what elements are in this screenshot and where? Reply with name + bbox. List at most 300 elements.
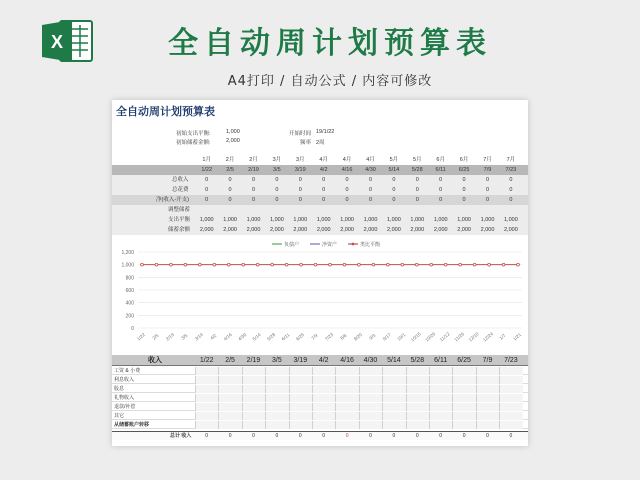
row-label: 调整储蓄: [168, 207, 191, 213]
table-cell: 0: [439, 187, 443, 193]
income-input-cell[interactable]: [476, 412, 499, 420]
income-input-cell[interactable]: [265, 367, 288, 375]
frequency-value[interactable]: 2周: [316, 140, 325, 146]
y-tick-label: 800: [125, 275, 134, 282]
income-row-label: 利息收入: [114, 377, 135, 383]
income-input-cell[interactable]: [476, 385, 499, 393]
summary-row-expense: [112, 185, 528, 195]
date-header-cell: 1/22: [199, 357, 214, 364]
initial-balance-value[interactable]: 1,000: [226, 129, 240, 135]
data-point: [242, 263, 245, 266]
table-cell[interactable]: [429, 205, 452, 215]
data-point: [488, 263, 491, 266]
income-input-cell[interactable]: [429, 403, 452, 411]
income-input-cell[interactable]: [382, 412, 405, 420]
income-input-cell[interactable]: [359, 367, 382, 375]
income-input-cell[interactable]: [499, 367, 522, 375]
income-input-cell[interactable]: [359, 421, 382, 429]
income-input-cell[interactable]: [335, 367, 358, 375]
income-total-cell: 0: [298, 433, 302, 439]
date-header-cell: 6/25: [457, 357, 471, 364]
banner-subtitle: A4打印 / 自动公式 / 内容可修改: [227, 74, 433, 89]
x-tick-label: 11/26: [453, 331, 466, 343]
table-cell[interactable]: 1,000: [410, 217, 425, 223]
income-input-cell[interactable]: [499, 421, 522, 429]
x-tick-label: 4/2: [209, 332, 218, 341]
income-table-header: [112, 355, 528, 366]
y-tick-label: 1,200: [121, 250, 134, 256]
x-tick-label: 1/22: [135, 332, 147, 342]
income-input-cell[interactable]: [382, 394, 405, 402]
income-input-cell[interactable]: [429, 394, 452, 402]
table-cell[interactable]: 2,000: [246, 227, 261, 233]
income-input-cell[interactable]: [406, 367, 429, 375]
table-cell: 3/5: [273, 167, 281, 173]
legend-label: 类比平衡: [360, 242, 381, 248]
income-input-cell[interactable]: [499, 394, 522, 402]
table-cell[interactable]: 2,000: [387, 227, 401, 233]
table-cell[interactable]: [382, 205, 405, 215]
table-cell: 0: [392, 197, 396, 203]
income-input-cell[interactable]: [218, 376, 241, 384]
date-header-cell: 4/16: [340, 357, 354, 364]
data-point: [256, 263, 259, 266]
income-input-cell[interactable]: [452, 367, 475, 375]
table-cell: 0: [298, 177, 302, 183]
table-cell[interactable]: [242, 205, 265, 215]
income-input-cell[interactable]: [218, 412, 241, 420]
date-header-cell: 4/30: [363, 357, 378, 364]
table-cell: 0: [415, 197, 419, 203]
table-cell[interactable]: 1,000: [387, 217, 401, 223]
income-total-cell: 0: [439, 433, 443, 439]
table-cell: 0: [228, 187, 232, 193]
income-input-cell[interactable]: [499, 403, 522, 411]
table-cell: 0: [298, 187, 302, 193]
table-cell: 0: [462, 187, 466, 193]
income-input-cell[interactable]: [429, 367, 452, 375]
x-tick-label: 3/5: [180, 332, 189, 341]
table-cell[interactable]: [452, 205, 475, 215]
balance-row-savings: [112, 225, 528, 235]
table-cell: 0: [251, 177, 256, 183]
income-total-row: [112, 431, 528, 440]
table-cell: 0: [462, 197, 466, 203]
data-point: [401, 263, 404, 266]
table-cell: 0: [392, 177, 396, 183]
date-header-cell: 6/11: [434, 357, 448, 364]
initial-savings-value[interactable]: 2,000: [226, 138, 240, 144]
start-time-value[interactable]: 19/1/22: [316, 129, 335, 135]
table-cell[interactable]: 2,000: [410, 227, 425, 233]
income-input-cell[interactable]: [242, 385, 265, 393]
table-cell[interactable]: 1,000: [199, 217, 214, 223]
income-input-cell[interactable]: [452, 385, 475, 393]
income-input-cell[interactable]: [195, 394, 218, 402]
income-input-cell[interactable]: [312, 421, 335, 429]
income-input-cell[interactable]: [359, 376, 382, 384]
date-header-cell: 3/5: [272, 357, 282, 364]
table-cell[interactable]: 1,000: [246, 217, 261, 223]
x-tick-label: 9/3: [368, 332, 377, 341]
y-tick-label: 0: [131, 326, 134, 332]
table-cell: 4/30: [365, 167, 376, 173]
table-cell[interactable]: [335, 205, 358, 215]
income-row-label: 工资 & 小费: [114, 368, 141, 374]
income-input-cell[interactable]: [312, 412, 335, 420]
income-input-cell[interactable]: [452, 403, 475, 411]
table-cell[interactable]: 2,000: [480, 227, 495, 233]
income-total-cell: 0: [322, 433, 326, 439]
date-header-cell: 2/19: [246, 357, 261, 364]
data-point: [300, 263, 303, 266]
income-input-cell[interactable]: [195, 376, 218, 384]
income-total-cell: 0: [205, 433, 209, 439]
income-input-cell[interactable]: [218, 421, 241, 429]
table-cell[interactable]: 1,000: [340, 217, 354, 223]
table-cell: 0: [439, 177, 443, 183]
income-total-cell: 0: [275, 433, 279, 439]
table-cell[interactable]: 2,000: [223, 227, 237, 233]
income-row-label: 退款/补偿: [114, 404, 136, 410]
table-cell[interactable]: 2,000: [504, 227, 518, 233]
income-row-label: 其它: [114, 413, 125, 419]
data-point: [314, 263, 317, 266]
x-tick-label: 7/9: [310, 332, 319, 341]
income-input-cell[interactable]: [265, 385, 288, 393]
income-input-cell[interactable]: [289, 394, 312, 402]
table-cell: 7月: [483, 157, 492, 163]
income-row-label: 股息: [114, 386, 125, 392]
table-cell[interactable]: 1,000: [457, 217, 471, 223]
table-cell[interactable]: 2,000: [293, 227, 308, 233]
income-row: [112, 412, 528, 420]
table-cell[interactable]: 1,000: [293, 217, 308, 223]
income-row: [112, 421, 528, 429]
frequency-label: 频率: [300, 140, 312, 146]
income-total-cell: 0: [462, 433, 466, 439]
income-input-cell[interactable]: [335, 403, 358, 411]
date-row: [112, 165, 528, 175]
data-point: [430, 263, 433, 266]
income-input-cell[interactable]: [195, 403, 218, 411]
income-input-cell[interactable]: [265, 376, 288, 384]
income-input-cell[interactable]: [289, 421, 312, 429]
table-cell: 7月: [506, 157, 516, 163]
income-input-cell[interactable]: [289, 385, 312, 393]
table-cell: 0: [368, 177, 373, 183]
income-input-cell[interactable]: [406, 394, 429, 402]
data-point: [415, 263, 418, 266]
y-tick-label: 400: [125, 300, 134, 307]
income-input-cell[interactable]: [265, 412, 288, 420]
table-cell[interactable]: 1,000: [433, 217, 448, 223]
table-cell: 1月: [202, 157, 211, 163]
table-cell[interactable]: 1,000: [363, 217, 378, 223]
table-cell[interactable]: 2,000: [316, 227, 331, 233]
row-label: 支出平衡: [168, 217, 191, 223]
table-cell: 0: [275, 197, 279, 203]
income-input-cell[interactable]: [429, 412, 452, 420]
table-cell: 4/2: [319, 167, 328, 173]
balance-row-adjust: [112, 205, 528, 215]
table-cell: 0: [322, 187, 326, 193]
row-label: 净(收入-开支): [156, 197, 189, 203]
table-cell: 6月: [459, 157, 469, 163]
x-tick-label: 4/16: [222, 332, 233, 342]
income-input-cell[interactable]: [312, 394, 335, 402]
table-cell: 0: [205, 197, 209, 203]
table-cell[interactable]: [359, 205, 382, 215]
income-input-cell[interactable]: [242, 376, 265, 384]
income-input-cell[interactable]: [359, 412, 382, 420]
income-input-cell[interactable]: [476, 403, 499, 411]
income-input-cell[interactable]: [335, 376, 358, 384]
income-input-cell[interactable]: [429, 421, 452, 429]
x-tick-label: 9/17: [381, 332, 392, 342]
table-cell[interactable]: [312, 205, 335, 215]
data-point: [227, 263, 230, 266]
income-row: [112, 394, 528, 402]
banner-title: 全自动周计划预算表: [168, 26, 492, 61]
income-input-cell[interactable]: [382, 403, 405, 411]
data-point: [343, 263, 346, 266]
table-cell: 5/28: [411, 167, 423, 173]
row-label: 总花费: [172, 187, 189, 193]
income-input-cell[interactable]: [359, 385, 382, 393]
income-input-cell[interactable]: [218, 367, 241, 375]
table-cell: 5/14: [388, 167, 400, 173]
income-input-cell[interactable]: [476, 376, 499, 384]
data-point: [170, 263, 173, 266]
income-input-cell[interactable]: [218, 385, 241, 393]
table-cell: 3/19: [294, 167, 306, 173]
income-total-cell: 0: [415, 433, 419, 439]
income-input-cell[interactable]: [335, 412, 358, 420]
banner: [0, 0, 640, 100]
income-input-cell[interactable]: [265, 394, 288, 402]
table-cell: 0: [322, 177, 326, 183]
table-cell: 6/25: [458, 167, 470, 173]
income-input-cell[interactable]: [242, 403, 265, 411]
table-cell[interactable]: [265, 205, 288, 215]
income-input-cell[interactable]: [359, 394, 382, 402]
income-input-cell[interactable]: [499, 412, 522, 420]
table-cell[interactable]: [406, 205, 429, 215]
income-header-label: 收入: [148, 357, 162, 364]
table-cell: 0: [345, 177, 349, 183]
income-input-cell[interactable]: [452, 394, 475, 402]
income-input-cell[interactable]: [429, 376, 452, 384]
table-cell[interactable]: 2,000: [270, 227, 284, 233]
data-point: [502, 263, 505, 266]
data-point: [517, 263, 520, 266]
table-cell[interactable]: [289, 205, 312, 215]
table-cell[interactable]: 1,000: [270, 217, 284, 223]
table-cell: 5月: [389, 157, 399, 163]
date-header-cell: 7/9: [482, 357, 493, 364]
income-input-cell[interactable]: [499, 385, 522, 393]
table-cell: 0: [415, 187, 419, 193]
income-input-cell[interactable]: [265, 403, 288, 411]
income-row-label: 从储蓄账户转移: [114, 422, 150, 428]
date-header-cell: 3/19: [293, 357, 308, 364]
income-input-cell[interactable]: [312, 376, 335, 384]
income-input-cell[interactable]: [335, 421, 358, 429]
x-tick-label: 3/19: [193, 332, 204, 342]
x-tick-label: 10/29: [424, 331, 437, 343]
data-point: [213, 263, 216, 266]
income-input-cell[interactable]: [359, 403, 382, 411]
table-cell: 0: [509, 197, 513, 203]
income-input-cell[interactable]: [429, 385, 452, 393]
income-input-cell[interactable]: [312, 403, 335, 411]
data-point: [459, 263, 462, 266]
income-input-cell[interactable]: [289, 403, 312, 411]
income-input-cell[interactable]: [312, 367, 335, 375]
income-input-cell[interactable]: [406, 403, 429, 411]
row-label: 储蓄余额: [168, 227, 191, 233]
table-cell[interactable]: 2,000: [363, 227, 378, 233]
income-input-cell[interactable]: [499, 376, 522, 384]
data-point: [358, 263, 361, 266]
data-point: [372, 263, 375, 266]
income-row: [112, 376, 528, 384]
y-tick-label: 200: [125, 313, 134, 320]
logo-letter: X: [50, 32, 64, 52]
table-cell[interactable]: [195, 205, 218, 215]
table-cell: 0: [462, 177, 466, 183]
table-cell[interactable]: 1,000: [480, 217, 495, 223]
income-input-cell[interactable]: [406, 376, 429, 384]
table-cell: 7/9: [483, 167, 492, 173]
income-input-cell[interactable]: [195, 421, 218, 429]
x-tick-label: 10/15: [409, 331, 422, 343]
legend-label: 净资产: [322, 242, 338, 248]
excel-logo-icon: [42, 19, 94, 63]
income-input-cell[interactable]: [452, 376, 475, 384]
date-header-cell: 4/2: [318, 357, 329, 364]
income-total-cell: 0: [228, 433, 232, 439]
income-input-cell[interactable]: [406, 385, 429, 393]
income-input-cell[interactable]: [242, 367, 265, 375]
legend-label: 负债户: [284, 242, 300, 248]
income-row-label: 礼物收入: [114, 395, 135, 401]
date-header-cell: 2/5: [225, 357, 235, 364]
table-cell: 4月: [319, 157, 328, 163]
table-cell: 0: [228, 197, 232, 203]
table-cell: 6月: [436, 157, 445, 163]
table-cell: 2/19: [248, 167, 259, 173]
income-input-cell[interactable]: [382, 421, 405, 429]
income-input-cell[interactable]: [195, 385, 218, 393]
date-header-cell: 5/14: [387, 357, 401, 364]
income-input-cell[interactable]: [312, 385, 335, 393]
table-cell: 0: [345, 187, 349, 193]
income-input-cell[interactable]: [476, 394, 499, 402]
income-total-cell: 0: [369, 433, 372, 439]
income-input-cell[interactable]: [218, 394, 241, 402]
data-point: [444, 263, 447, 266]
x-tick-label: 8/6: [339, 332, 348, 341]
income-input-cell[interactable]: [382, 367, 405, 375]
income-input-cell[interactable]: [476, 421, 499, 429]
income-input-cell[interactable]: [289, 376, 312, 384]
y-tick-label: 1,000: [121, 262, 134, 269]
income-input-cell[interactable]: [335, 394, 358, 402]
table-cell: 3月: [272, 157, 282, 163]
legend-marker: [352, 243, 355, 246]
y-tick-label: 600: [125, 288, 134, 294]
table-cell[interactable]: 1,000: [504, 217, 518, 223]
income-input-cell[interactable]: [242, 412, 265, 420]
income-total-cell: 0: [486, 433, 489, 439]
income-input-cell[interactable]: [289, 412, 312, 420]
table-cell[interactable]: 2,000: [340, 227, 354, 233]
table-cell: 0: [205, 187, 209, 193]
table-cell[interactable]: [499, 205, 522, 215]
x-tick-label: 1/21: [511, 332, 523, 342]
table-cell: 1/22: [201, 167, 213, 173]
table-cell[interactable]: 2,000: [433, 227, 448, 233]
income-input-cell[interactable]: [265, 421, 288, 429]
table-cell: 0: [485, 197, 490, 203]
table-cell: 0: [509, 177, 513, 183]
summary-row-income: [112, 175, 528, 185]
income-total-cell: 0: [509, 433, 513, 439]
income-input-cell[interactable]: [195, 367, 218, 375]
table-cell[interactable]: 2,000: [199, 227, 214, 233]
table-cell[interactable]: 1,000: [316, 217, 331, 223]
x-tick-label: 2/5: [151, 332, 160, 341]
x-tick-label: 11/12: [438, 331, 451, 343]
income-input-cell[interactable]: [382, 385, 405, 393]
income-input-cell[interactable]: [452, 412, 475, 420]
income-input-cell[interactable]: [242, 421, 265, 429]
table-cell: 0: [275, 187, 279, 193]
balance-row-spending: [112, 215, 528, 225]
income-input-cell[interactable]: [242, 394, 265, 402]
date-header-cell: 7/23: [504, 357, 518, 364]
table-cell[interactable]: [218, 205, 241, 215]
spreadsheet-preview: [112, 100, 528, 446]
income-input-cell[interactable]: [406, 412, 429, 420]
x-tick-label: 4/30: [237, 332, 248, 342]
income-input-cell[interactable]: [452, 421, 475, 429]
income-input-cell[interactable]: [218, 403, 241, 411]
table-cell: 0: [298, 197, 302, 203]
income-input-cell[interactable]: [382, 376, 405, 384]
x-tick-label: 5/28: [266, 332, 277, 342]
table-cell: 0: [228, 177, 232, 183]
table-cell: 7/23: [505, 167, 517, 173]
income-input-cell[interactable]: [406, 421, 429, 429]
income-input-cell[interactable]: [195, 412, 218, 420]
row-label: 总收入: [172, 177, 189, 183]
table-cell[interactable]: [476, 205, 499, 215]
income-total-cell: 0: [392, 433, 396, 439]
table-cell[interactable]: 2,000: [457, 227, 471, 233]
table-cell[interactable]: 1,000: [223, 217, 237, 223]
income-input-cell[interactable]: [289, 367, 312, 375]
table-cell: 0: [275, 177, 279, 183]
income-input-cell[interactable]: [335, 385, 358, 393]
data-point: [329, 263, 332, 266]
x-tick-label: 8/20: [352, 332, 363, 342]
table-cell: 2/5: [226, 167, 234, 173]
x-tick-label: 12/10: [467, 331, 480, 343]
income-input-cell[interactable]: [476, 367, 499, 375]
